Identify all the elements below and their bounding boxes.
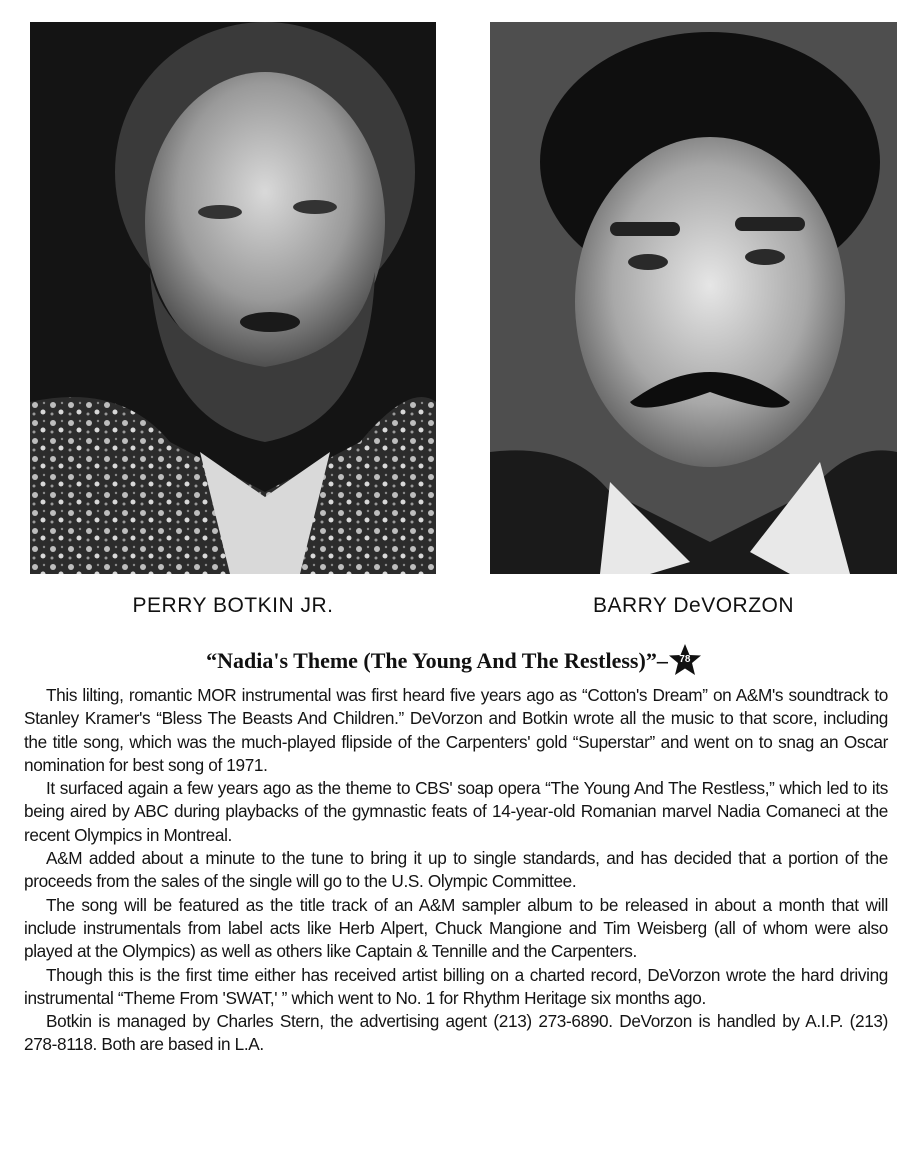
article-headline bbox=[0, 646, 908, 680]
photo-barry-devorzon bbox=[490, 22, 897, 574]
photo-caption-barry-devorzon: BARRY DeVORZON bbox=[592, 594, 795, 617]
star-chart-badge-icon bbox=[668, 643, 702, 677]
article-paragraph: Botkin is managed by Charles Stern, the advertising agent (213) 273-6890. DeVorzon is handled by A.I.P. (213) 278-8118. Both are based in L.A. bbox=[24, 1011, 888, 1055]
article-body bbox=[24, 684, 888, 1057]
article-paragraph: Though this is the first time either has received artist billing on a charted record, DeVorzon wrote the hard driving instrumental “Theme From 'SWAT,' ” which went to No. 1 for Rhythm Heritage six months ago. bbox=[24, 964, 888, 1008]
chart-position-number: 78 bbox=[679, 654, 691, 665]
photo-caption-perry-botkin: PERRY BOTKIN JR. bbox=[132, 594, 334, 617]
article-paragraph: A&M added about a minute to the tune to bring it up to single standards, and has decided that a portion of the proceeds from the sales of the single will go to the U.S. Olympic Committee. bbox=[24, 848, 888, 892]
portrait-bearded-man-icon bbox=[30, 22, 436, 574]
portrait-mustached-man-icon bbox=[490, 22, 897, 574]
article-paragraph: It surfaced again a few years ago as the theme to CBS' soap opera “The Young And The Restless,” which led to its being aired by ABC during playbacks of the gymnastic feats of 14-year-old Romanian marvel Nadia Comaneci at the recent Olympics in Montreal. bbox=[24, 778, 888, 845]
article-paragraph: This lilting, romantic MOR instrumental was first heard five years ago as “Cotton's Dream” on A&M's soundtrack to Stanley Kramer's “Bless The Beasts And Children.” DeVorzon and Botkin wrote all the music to that score, including the title song, which was the much-played flipside of the Carpenters' gold “Superstar” and went on to snag an Oscar nomination for best song of 1971. bbox=[24, 685, 888, 775]
article-paragraph: The song will be featured as the title track of an A&M sampler album to be released in about a month that will include instrumentals from label acts like Herb Alpert, Chuck Mangione and Tim Weisberg (all of whom were also played at the Olympics) as well as others like Captain & Tennille and the Carpenters. bbox=[24, 894, 888, 962]
headline-title: “Nadia's Theme (The Young And The Restless)”– bbox=[206, 648, 668, 674]
photo-perry-botkin bbox=[30, 22, 436, 574]
